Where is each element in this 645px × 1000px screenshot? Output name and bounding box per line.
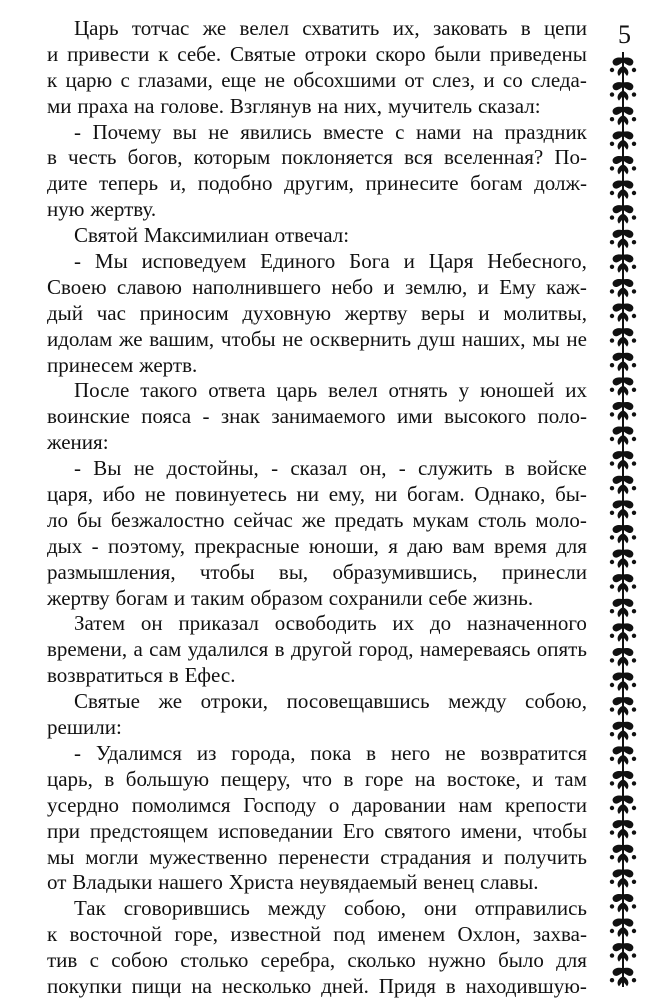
text-line: к восточной горе, известной под именем Охлон, захва- bbox=[47, 922, 587, 947]
text-line: покупки пищи на несколько дней. Придя в находившую- bbox=[47, 973, 587, 998]
text-line: Святой Максимилиан отвечал: bbox=[74, 223, 350, 248]
text-line: к царю с глазами, еще не обсохшими от слез, и со следа- bbox=[47, 67, 587, 92]
text-line: жения: bbox=[47, 430, 109, 455]
text-line: жертву богам и таким образом сохранили себе жизнь. bbox=[47, 585, 534, 610]
text-line: ми праха на голове. Взглянув на них, мучитель сказал: bbox=[47, 93, 541, 118]
text-line: ло бы безжалостно сейчас же предать мукам столь моло- bbox=[47, 507, 587, 532]
text-line: Своею славою наполнившего небо и землю, и Ему каж- bbox=[47, 274, 587, 299]
text-line: - Почему вы не явились вместе с нами на праздник bbox=[74, 119, 587, 144]
text-line: ную жертву. bbox=[47, 197, 157, 222]
text-line: После такого ответа царь велел отнять у юношей их bbox=[74, 378, 587, 403]
text-line: дых - поэтому, прекрасные юноши, я даю вам время для bbox=[47, 533, 587, 558]
text-line: тив с собою столько серебра, сколько нужно было для bbox=[47, 948, 587, 973]
text-line: дите теперь и, подобно другим, принесите богам долж- bbox=[47, 171, 587, 196]
text-line: от Владыки нашего Христа неувядаемый венец славы. bbox=[47, 870, 539, 895]
text-line: воинские пояса - знак занимаемого ими высокого поло- bbox=[47, 404, 587, 429]
text-line: и привести к себе. Святые отроки скоро были приведены bbox=[47, 41, 587, 66]
text-line: при предстоящем исповедании Его святого имени, чтобы bbox=[47, 818, 587, 843]
page-number: 5 bbox=[618, 20, 631, 49]
text-line: царь, в большую пещеру, что в горе на востоке, и там bbox=[47, 766, 587, 791]
text-line: в честь богов, которым поклоняется вся вселенная? По- bbox=[47, 145, 587, 170]
text-line: Так сговорившись между собою, они отправились bbox=[74, 896, 587, 921]
text-line: размышления, чтобы вы, образумившись, принесли bbox=[47, 559, 587, 584]
text-line: Святые же отроки, посовещавшись между собою, bbox=[74, 689, 587, 714]
text-line: дый час приносим духовную жертву веры и молитвы, bbox=[47, 300, 587, 325]
text-line: - Удалимся из города, пока в него не возвратится bbox=[74, 740, 587, 765]
body-text bbox=[47, 16, 587, 1000]
text-line: решили: bbox=[47, 715, 122, 740]
text-line: Затем он приказал освободить их до назначенного bbox=[74, 611, 587, 636]
ornamental-border-icon bbox=[605, 52, 645, 987]
text-line: - Мы исповедуем Единого Бога и Царя Небесного, bbox=[74, 249, 587, 274]
text-line: мы могли мужественно перенести страдания и получить bbox=[47, 844, 587, 869]
text-line: Царь тотчас же велел схватить их, заковать в цепи bbox=[74, 16, 587, 40]
text-line: идолам же вашим, чтобы не осквернить душ наших, мы не bbox=[47, 326, 587, 351]
text-line: - Вы не достойны, - сказал он, - служить в войске bbox=[74, 456, 587, 481]
text-line: возвратиться в Ефес. bbox=[47, 663, 236, 688]
text-line: усердно помолимся Господу о даровании нам крепости bbox=[47, 792, 587, 817]
text-line: времени, а сам удалился в другой город, намереваясь опять bbox=[47, 637, 587, 662]
text-line: царя, ибо не повинуетесь ни ему, ни богам. Однако, бы- bbox=[47, 482, 587, 507]
text-line: принесем жертв. bbox=[47, 352, 198, 377]
